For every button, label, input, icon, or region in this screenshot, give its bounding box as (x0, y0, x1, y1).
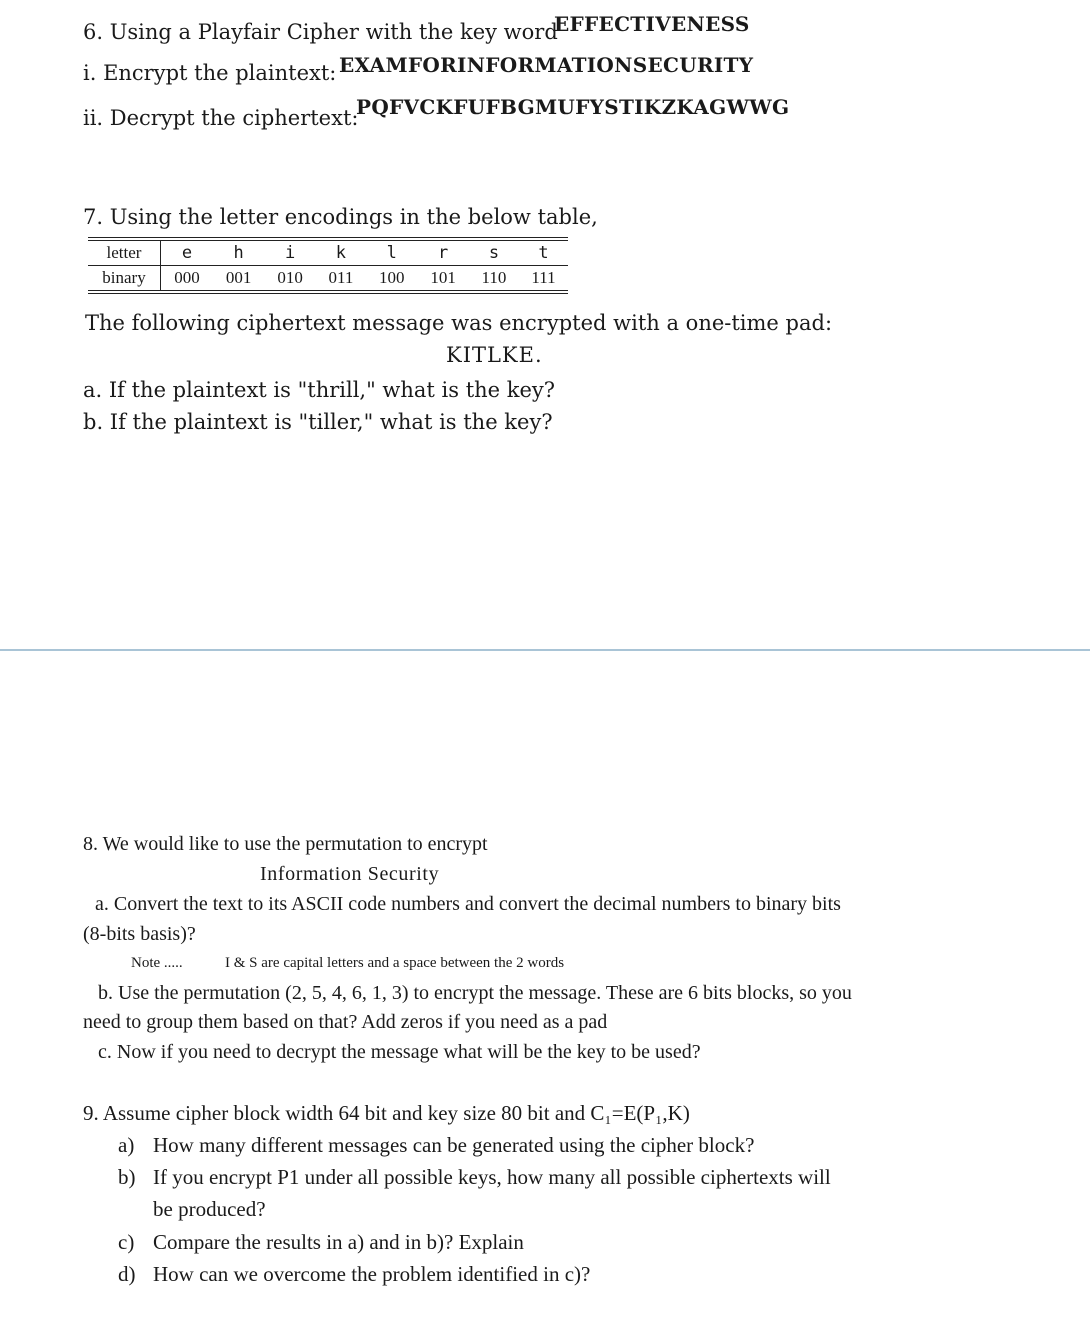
table-cell-binary: 101 (430, 268, 456, 287)
q6-plaintext: EXAMFORINFORMATIONSECURITY (339, 53, 754, 77)
q9-item-b-text: If you encrypt P1 under all possible keys, how many all possible ciphertexts will (153, 1165, 831, 1189)
q8-part-b-line2: need to group them based on that? Add zeros if you need as a pad (83, 1011, 608, 1033)
table-cell-binary: 010 (277, 268, 303, 287)
table-cell-binary: 111 (531, 268, 556, 287)
q7-statement: The following ciphertext message was encrypted with a one-time pad: (85, 311, 833, 335)
q7-ciphertext: KITLKE. (446, 343, 543, 367)
table-row-binary (88, 266, 568, 291)
q8-part-c: c. Now if you need to decrypt the message what will be the key to be used? (98, 1041, 701, 1063)
q9-item-a-label: a) (118, 1133, 135, 1157)
table-cell-letter: l (386, 243, 397, 263)
table-cell-letter: i (284, 243, 296, 263)
q8-message: Information Security (260, 863, 440, 885)
q9-item-b-text-cont: be produced? (153, 1197, 266, 1221)
table-cell-letter: r (438, 243, 449, 263)
q6-ciphertext: PQFVCKFUFBGMUFYSTIKZKAGWWG (356, 95, 790, 119)
page-divider (0, 649, 1090, 651)
q8-part-a-line2: (8-bits basis)? (83, 923, 196, 945)
q8-part-b-line1: b. Use the permutation (2, 5, 4, 6, 1, 3) to encrypt the message. These are 6 bits blocks, so you (98, 982, 852, 1004)
q8-note-text: I & S are capital letters and a space between the 2 words (225, 955, 565, 971)
q8-part-a-line1: a. Convert the text to its ASCII code numbers and convert the decimal numbers to binary bits (95, 893, 841, 915)
encoding-table (88, 237, 568, 294)
table-cell-letter: k (335, 243, 347, 263)
table-cell-binary: 100 (378, 268, 405, 287)
q6-intro: 6. Using a Playfair Cipher with the key word (83, 20, 558, 44)
encoding-table-grid (88, 241, 568, 290)
table-cell-binary: 110 (481, 268, 507, 287)
q7-part-a: a. If the plaintext is "thrill," what is the key? (83, 378, 556, 402)
table-cell-letter: s (488, 243, 500, 263)
table-cell-letter: e (181, 243, 193, 263)
q9-item-a-text: How many different messages can be generated using the cipher block? (153, 1133, 755, 1157)
table-cell-letter: h (233, 243, 244, 263)
table-bottom-rule (88, 290, 568, 294)
table-cell-binary: 011 (328, 268, 354, 287)
q8-intro: 8. We would like to use the permutation to encrypt (83, 833, 488, 855)
table-row-letters (88, 241, 568, 266)
q6-decrypt-label: ii. Decrypt the ciphertext: (83, 106, 359, 130)
table-cell-binary: 001 (225, 268, 252, 287)
q8-note-label: Note ..... (131, 955, 183, 971)
q7-part-b: b. If the plaintext is "tiller," what is the key? (83, 410, 553, 434)
table-cell-letter: t (538, 243, 549, 263)
q6-encrypt-label: i. Encrypt the plaintext: (83, 61, 337, 85)
q9-intro: 9. Assume cipher block width 64 bit and key size 80 bit and C₁=E(P₁,K) (83, 1101, 690, 1125)
q9-item-d-text: How can we overcome the problem identified in c)? (153, 1262, 591, 1286)
q7-intro: 7. Using the letter encodings in the below table, (83, 205, 598, 229)
q6-keyword: EFFECTIVENESS (554, 12, 750, 36)
table-cell-binary: 000 (174, 268, 200, 287)
table-row-header: binary (88, 266, 161, 291)
q9-item-b-label: b) (118, 1165, 136, 1189)
q9-item-c-text: Compare the results in a) and in b)? Explain (153, 1230, 524, 1254)
q9-item-c-label: c) (118, 1230, 135, 1254)
table-row-header: letter (88, 241, 161, 266)
q9-item-d-label: d) (118, 1262, 136, 1286)
